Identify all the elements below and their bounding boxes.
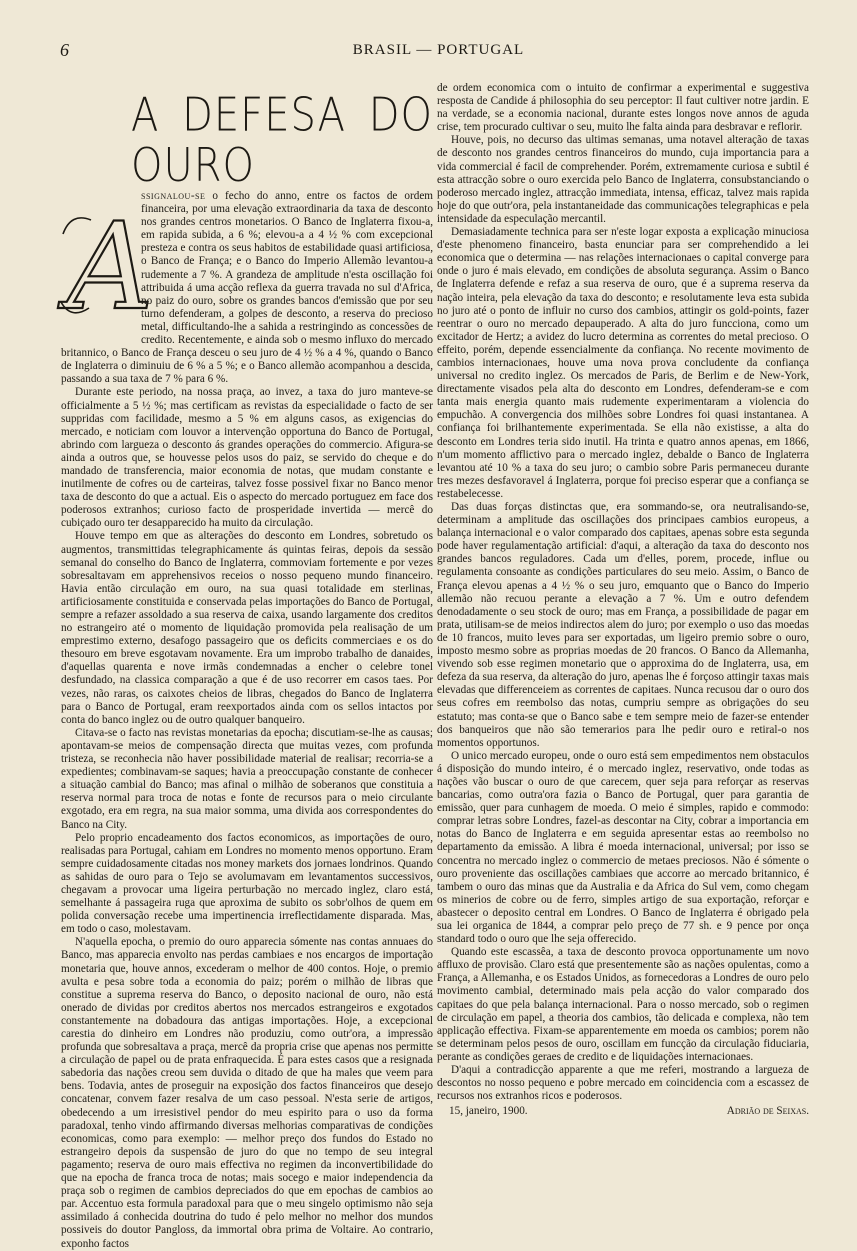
- paragraph-11: O unico mercado europeu, onde o ouro está sem empedimentos nem obstaculos á disposição do mundo inteiro, é o mercado inglez, reservativo, onde todas as nações vão buscar o ouro de que carecem, quer seja para reforçar as reservas bancarias, como outra'ora fazia o Banco de Portugal, quer para garantia de emissão, quer para cunhagem de moeda. O meio é simples, rapido e commodo: comprar letras sobre Londres, fazel-as descontar na City, cobrar a importancia em notas do Banco de Inglaterra e em seguida apresentar estas ao reembolso no departamento da emissão. A libra é moeda internacional, universal; por isso se concentra no mercado inglez o commercio de metaes preciosos. Não é sómente o ouro proveniente das oscillações cambiaes que accorre ao mercado britannico, é tambem o ouro das minas que da Australia e da Africa do Sul vem, como chegam os minerios de cobre ou de ferro, simples artigo de sua exportação, reforçar e abastecer o deposito central em Londres. O Banco de Inglaterra é obrigado pela sua lei organica de 1844, a comprar pelo preço de 77 sh. e 9 pence por onça standard todo o ouro que lhe seja offerecido.: [437, 749, 809, 946]
- right-column: [437, 82, 809, 1147]
- left-column: [61, 82, 433, 1250]
- paragraph-10: Das duas forças distinctas que, era sommando-se, ora neutralisando-se, determinam a amplitude das oscillações dos principaes cambios europeus, a balança internacional e o valor comparado dos capitaes, apenas sobre esta segunda pode haver regulamentação artificial: d'aqui, a alteração da taxa do desconto nos grandes bancos reguladores. Cada um d'elles, porem, procede, influe ou regulamenta consoante as condições particulares do seu meio. Assim, o Banco de França elevou apenas a 4 ½ % o seu juro, emquanto que o Banco do Imperio allemão não recuou perante a elevação a 7 %. Um e outro defendem denodadamente o seu stock de ouro; mas em França, a possibilidade de pagar em prata, utilisam-se de meios indirectos alem do juro; por exemplo o uso das moedas de 10 francos, muito leves para ser exportadas, um ligeiro premio sobre o ouro, imposto mesmo sobre as proprias moedas de 20 francos. O Banco da Allemanha, vivendo sob esse regimen monetario que o approxima do de Inglaterra, usa, em defeza da sua reserva, da alteração do juro, apenas lhe é forçoso attingir taxas mais elevadas que differenceiem as correntes de capitaes. Nunca recusou dar o ouro dos seus cofres em reembolso das notas, cumpriu sempre as obrigações do seu estatuto; mas conta-se que o Banco sabe e tem sempre meio de fazer-se entender dos banqueiros que não são temerarios para lhe pedir ouro e retiral-o nos momentos opportunos.: [437, 501, 809, 749]
- dropcap-letter: A: [67, 198, 154, 337]
- article-author: Adrião de Seixas.: [726, 1105, 809, 1118]
- paragraph-9: Demasiadamente technica para ser n'este logar exposta a explicação minuciosa d'este phenomeno financeiro, basta enunciar para ser comprehendido a lei economica que o determina — nas relações internacionaes o capital converge para onde o juro é mais elevado, em condições de absoluta segurança. Assim o Banco de Inglaterra defende e refaz a sua reserva de ouro, que é a suprema reserva da nação inteira, pela elevação da taxa do desconto; e resolutamente leva esta subida no juro até o ponto de influir no curso dos cambios, attingir os gold-points, fazer reentrar o ouro no mercado depauperado. A alta do juro funcciona, como um excitador de Hertz; a avidez do lucro determina as correntes do metal precioso. O effeito, porém, depende essencialmente da confiança. No recente movimento de cambios internacionaes, houve uma nova prova concludente da confiança universal no credito inglez. Os mercados de Paris, de Berlim e de New-York, directamente visados pela alta do desconto em Londres, defenderam-se e com tanta mais energia quanto mais rudemente experimentaram a violencia do empuchão. A convergencia dos milhões sobre Londres foi quasi instantanea. A confiança foi brilhantemente experimentada. Se ella não existisse, a alta do desconto em Londres teria sido inutil. Ha trinta e quatro annos apenas, em 1866, n'um momento afflictivo para o mercado inglez, debalde o Banco de Inglaterra levantou até 10 % a taxa do seu juro; o cambio sobre Paris permaneceu durante tres mezes desfavoravel á Inglaterra, porque foi preciso esperar que a confiança se restabelecesse.: [437, 226, 809, 500]
- page-header: [60, 40, 817, 64]
- paragraph-2: Durante este periodo, na nossa praça, ao invez, a taxa do juro manteve-se officialmente a 5 ½ %; mas certificam as revistas da especialidade o facto de ser suppridas com facilidade, mesmo a 5 % em alguns casos, as exigencias do mercado, e noticiam com louvor a intervenção opportuna do Banco de Portugal, abrindo com largueza o desconto ás grandes operações do commercio. Afigura-se ainda a outros que, se houvesse pelos usos do paiz, se servido do cheque e do mandado de transferencia, maior economia de notas, que mudam constante e inutilmente de cofres ou de carteiras, talvez fosse possivel fixar no Banco menor taxa de desconto do que a actual. Eis o aspecto do mercado portuguez em face dos poderosos extranhos; curioso facto de prosperidade invertida — mercê do cubiçado ouro ter desapparecido ha muito da circulação.: [61, 386, 433, 530]
- article-lead: [61, 190, 433, 386]
- paragraph-8: Houve, pois, no decurso das ultimas semanas, uma notavel alteração de taxas de desconto nos grandes centros financeiros do mundo, cuja importancia para a vida commercial é facil de comprehender. Porém, extremamente curiosa e subtil é esta attracção sobre o ouro exercida pelo Banco de Inglaterra, consubstanciando o poderoso mercado inglez, attracção immediata, intensa, efficaz, talvez mais rapida hoje do que outr'ora, pela instantaneidade das communicações telegraphicas e pela intensidade da especulação mercantil.: [437, 134, 809, 225]
- paragraph-13: D'aqui a contradicção apparente a que me referi, mostrando a largueza de descontos no nosso pequeno e pobre mercado em coincidencia com a escassez de recursos nos extranhos ricos e poderosos.: [437, 1064, 809, 1103]
- article-title: A DEFESA DO OURO: [131, 88, 433, 193]
- paragraph-6: N'aquella epocha, o premio do ouro apparecia sómente nas contas annuaes do Banco, mas apparecia envolto nas perdas cambiaes e nos encargos de importação monetaria que, houve annos, excederam o melhor de 400 contos. Hoje, o premio avulta e pesa sobre toda a economia do paiz; porém o milhão de libras que constitue a suprema reserva do Banco, o deposito nacional de ouro, não está onerado de dividas por creditos abertos nos mercados estrangeiros e exgotados constantemente na dobadoura das antigas importações. Hoje, a excepcional carestia do dinheiro em Londres não produziu, como outr'ora, a impressão profunda que sobresaltava a praça, mercê da propria crise que apenas nos permitte a circulação de papel ou de prata enfraquecida. É para estes casos que a resignada sabedoria das nações creou sem duvida o ditado de que ha males que veem para bens. Todavia, antes de proseguir na exposição dos factos financeiros que desejo concatenar, convem fazer resalva de um caso pessoal. N'esta serie de artigos, obedecendo a um irresistivel pendor do meu espirito para o uso da forma paradoxal, tenho vindo affirmando diversas melhorias comparativas de condições economicas, como para exemplo: — melhor preço dos fundos do Estado no estrangeiro depois da suspensão de juro do que no tempo de seu integral pagamento; reserva de ouro mais effectiva no regimen da inconvertibilidade do que na epocha de franca troca de notas; mais socego e maior independencia da praça sob o regimen de cambios depreciados do que em epochas de cambios ao par. Accentuo esta formula paradoxal para que o meu singelo optimismo não seja assimilado á conhecida doutrina do tudo é pelo melhor no melhor dos mundos possiveis do doutor Pangloss, da immortal obra prima de Voltaire. Ao contrario, exponho factos: [61, 936, 433, 1250]
- paragraph-7: de ordem economica com o intuito de confirmar a experimental e suggestiva resposta de Candide á philosophia do seu perceptor: Il faut cultiver notre jardin. E na verdade, se a economia nacional, durante estes longos nove annos de aguda crise, tem procurado cultivar o seu, muito lhe falta ainda para desbravar e reflorir.: [437, 82, 809, 134]
- paragraph-3: Houve tempo em que as alterações do desconto em Londres, sobretudo os augmentos, transmittidas telegraphicamente ás quintas feiras, depois da sessão semanal do conselho do Banco de Inglaterra, commoviam fortemente e por vezes sobresaltavam em apprehensivos receios o nosso pequeno mundo financeiro. Havia então circulação em ouro, na sua quasi totalidade em sterlinas, artificiosamente constituida e conservada pelas importações do Banco de Portugal, sempre a refazer assoldado a sua reserva de caixa, usando largamente dos creditos no estrangeiro até o momento de liquidação promovida pela realisação de um emprestimo externo, desafogo passageiro que os deficits commerciaes e os do thesouro em breve esgotavam novamente. Era um improbo trabalho de danaides, d'aquellas quarenta e nove irmãs condemnadas a encher o celebre tonel desfundado, na classica comparação a que é de uso recorrer em casos taes. Por vezes, não raras, os caixotes cheios de libras, chegados do Banco de Inglaterra para o Banco de Portugal, eram reexportados ainda com os sellos intactos por conta do banco inglez ou de outro qualquer banqueiro.: [61, 530, 433, 726]
- running-head: BRASIL — PORTUGAL: [352, 42, 525, 58]
- paragraph-1-text: o fecho do anno, entre os factos de ordem financeira, por uma elevação extraordinaria da taxa de desconto nos grandes centros monetarios. O Banco de Inglaterra fixou-a, em rapida subida, a 6 %; elevou-a a 4 ½ % com excepcional presteza e contra os seus habitos de estabilidade quasi artificiosa, o Banco de França; e o Banco do Imperio Allemão levantou-a rudemente a 7 %. A grandeza de amplitude n'esta oscillação foi attribuida á uma acção reflexa da guerra travada no sul d'Africa, no paiz do ouro, sobre os grandes bancos d'emissão que por seu turno defenderam, a golpes de desconto, a reserva do precioso metal, difficultando-lhe a sahida a restringindo as concessões de credito. Recentemente, e ainda sob o mesmo influxo do mercado britannico, o Banco de França desceu o seu juro de 4 ½ % a 4 %, quando o Banco de Inglaterra o diminuiu de 6 % a 5 %; e o Banco allemão acompanhou a descida, passando a sua taxa de 7 % para 6 %.: [61, 190, 433, 386]
- paragraph-12: Quando este escassêa, a taxa de desconto provoca opportunamente um novo affluxo de provisão. Claro está que presentemente são as nações opulentas, como a França, a Allemanha, e os Estados Unidos, as fornecedoras a Londres de ouro pelo movimento cambial, determinado mais pela acção do valor comparado dos capitaes do que pela balança internacional. Para o nosso mercado, sob o regimen de circulação em papel, a theoria dos cambios, tão delicada e complexa, não tem applicação effectiva. Fixam-se apparentemente em moeda os cambios; porem não se determinam pelos pesos de ouro, oscillam em funcção da circulação fiduciaria, perante as condições geraes de credito e de liquidações internacionaes.: [437, 946, 809, 1063]
- paragraph-4: Citava-se o facto nas revistas monetarias da epocha; discutiam-se-lhe as causas; apontavam-se meios de compensação directa que muitas vezes, com profunda tristeza, se reconhecia não haver possibilidade material de realisar; recorria-se a expedientes; combinavam-se saques; havia a preoccupação constante de conhecer a situação cambial do Banco; mas afinal o milhão de soberanos que constituia a reserva normal para troca de notas e fonte de recursos para o meio circulante exgotado, era em regra, na sua maior somma, uma divida aos correspondentes do Banco na City.: [61, 726, 433, 831]
- page-number: 6: [60, 40, 69, 60]
- signature-line: [437, 1105, 809, 1118]
- paragraph-5: Pelo proprio encadeamento dos factos economicos, as importações de ouro, realisadas para Portugal, cahiam em Londres no momento menos opportuno. Eram sempre cuidadosamente citadas nos money markets dos jornaes londrinos. Quando as sahidas de ouro para o Tejo se avolumavam em levantamentos successivos, chegavam a provocar uma ligeira perturbação no mercado inglez, claro está, semelhante á passageira ruga que aproxima de subito os sobr'olhos de quem em polida conversação recebe uma impertinencia irreflectidamente disparada. Mas, em todo o caso, molestavam.: [61, 831, 433, 936]
- ornamental-dropcap: [57, 190, 154, 340]
- article-date: 15, janeiro, 1900.: [449, 1105, 528, 1118]
- first-word: ssignalou-se: [141, 190, 206, 202]
